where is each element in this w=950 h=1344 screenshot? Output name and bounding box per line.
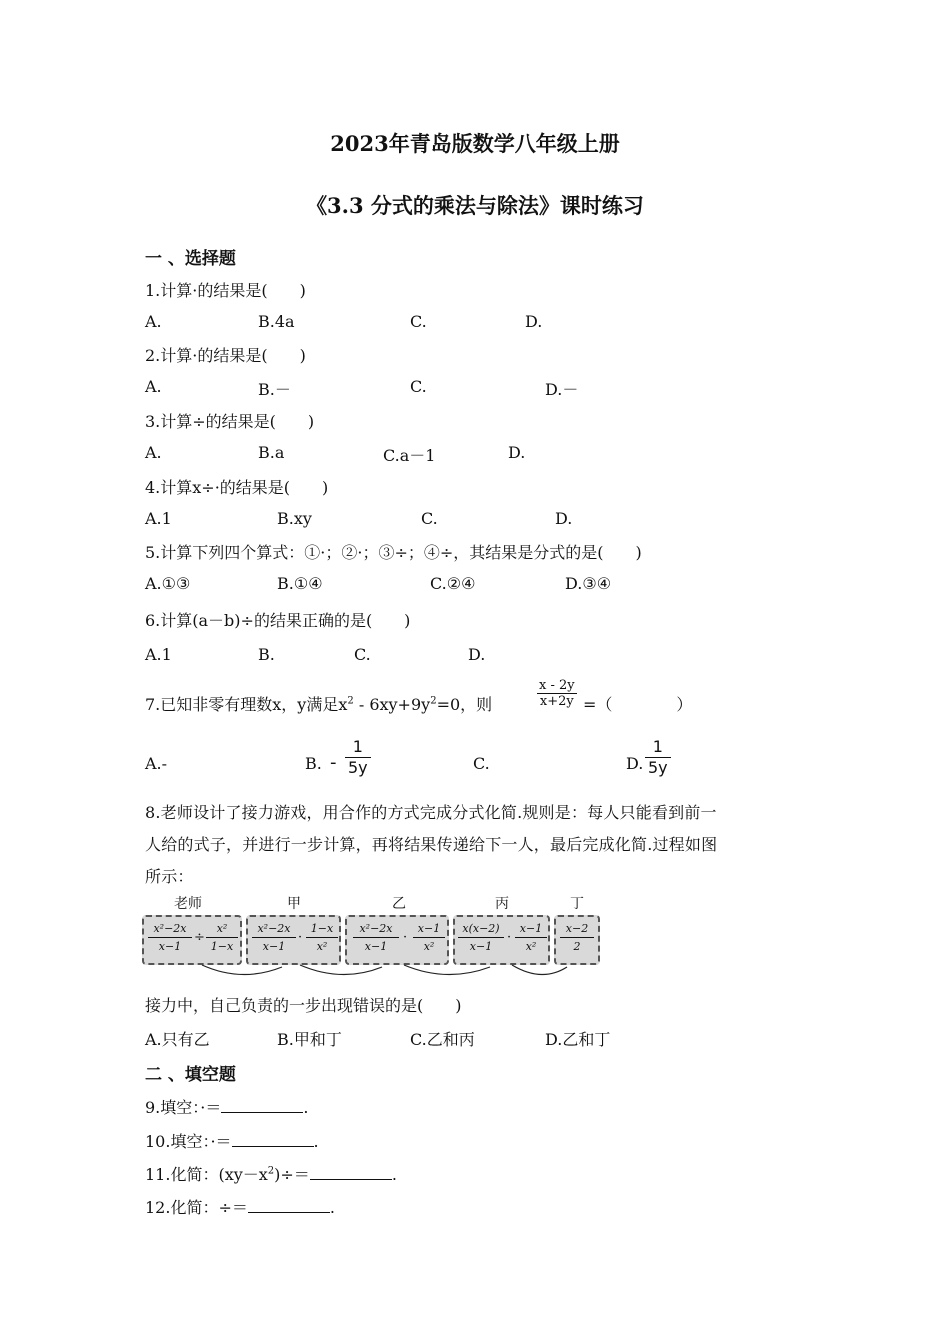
q7-option-d: D. — [626, 754, 644, 773]
q3-option-a: A. — [145, 443, 162, 462]
q4-option-d: D. — [555, 509, 573, 528]
relay-label-ding: 丁 — [570, 896, 584, 912]
q4-option-b: B.xy — [277, 509, 312, 528]
q7-option-b-fraction: $\frac{1}{5y}$ — [345, 737, 371, 778]
question-9: 9.填空：·＝ . — [145, 1098, 309, 1117]
q9-blank[interactable] — [221, 1098, 303, 1113]
question-5: 5.计算下列四个算式：①·；②·；③÷；④÷，其结果是分式的是( ) — [145, 543, 642, 562]
relay-box-ding: x−2 2 — [554, 915, 600, 965]
q4-option-c: C. — [421, 509, 438, 528]
q7-fraction: $\frac{x - 2y}{x+2y}$ — [539, 678, 575, 709]
q1-option-a: A. — [145, 312, 162, 331]
q12-blank[interactable] — [248, 1198, 330, 1213]
q8-option-b: B.甲和丁 — [277, 1030, 342, 1049]
question-6: 6.计算(a－b)÷的结果正确的是( ) — [145, 611, 411, 630]
question-8-line-1: 8.老师设计了接力游戏，用合作的方式完成分式化简.规则是：每人只能看到前一 — [145, 803, 717, 822]
q3-option-b: B.a — [258, 443, 285, 462]
q10-blank[interactable] — [232, 1132, 314, 1147]
question-8-line-2: 人给的式子，并进行一步计算，再将结果传递给下一人，最后完成化简.过程如图 — [145, 835, 718, 854]
q2-option-a: A. — [145, 377, 162, 396]
q1-option-b: B.4a — [258, 312, 295, 331]
q4-option-a: A.1 — [145, 509, 172, 528]
q2-option-b: B.－ — [258, 380, 291, 399]
relay-label-teacher: 老师 — [174, 896, 202, 912]
relay-arrow-2 — [300, 965, 382, 975]
question-4: 4.计算x÷·的结果是( ) — [145, 478, 329, 497]
question-12: 12.化简：÷＝ . — [145, 1198, 335, 1217]
relay-arrows — [142, 963, 602, 985]
relay-box-yi: x²−2x x−1 · x−1 x² — [345, 915, 449, 965]
question-10: 10.填空：·＝ . — [145, 1132, 319, 1151]
q11-blank[interactable] — [310, 1165, 392, 1180]
q6-option-d: D. — [468, 645, 486, 664]
question-8-prompt: 接力中，自己负责的一步出现错误的是( ) — [145, 996, 462, 1015]
q7-option-b: B. — [305, 754, 322, 773]
question-1: 1.计算·的结果是( ) — [145, 281, 306, 300]
question-2: 2.计算·的结果是( ) — [145, 346, 306, 365]
relay-diagram — [142, 893, 602, 983]
relay-box-bing: x(x−2) x−1 · x−1 x² — [453, 915, 550, 965]
q8-option-a: A.只有乙 — [145, 1030, 210, 1049]
q3-option-c: C.a－1 — [383, 446, 436, 465]
q7-option-a: A.- — [145, 754, 168, 773]
question-11: 11.化简：$(xy-x^2)\div=$ . — [145, 1165, 397, 1184]
question-7: 7.已知非零有理数x，y满足$x^2 - 6xy+9y^2=0$，则 — [145, 695, 493, 714]
q7-tail: =（ ） — [583, 695, 693, 714]
relay-arrow-3 — [404, 965, 490, 975]
q7-option-c: C. — [473, 754, 490, 773]
q1-option-d: D. — [525, 312, 543, 331]
relay-label-yi: 乙 — [392, 896, 406, 912]
q2-option-d: D.－ — [545, 380, 579, 399]
question-3: 3.计算÷的结果是( ) — [145, 412, 315, 431]
relay-label-bing: 丙 — [495, 896, 509, 912]
section-choice-heading: 一 、选择题 — [145, 249, 236, 269]
q6-option-a: A.1 — [145, 645, 172, 664]
q5-option-c: C.②④ — [430, 574, 476, 593]
q6-option-c: C. — [354, 645, 371, 664]
q6-option-b: B. — [258, 645, 275, 664]
q7-option-b-sign: - — [330, 752, 337, 773]
relay-label-jia: 甲 — [287, 896, 301, 912]
q5-option-b: B.①④ — [277, 574, 323, 593]
q1-option-c: C. — [410, 312, 427, 331]
relay-arrow-4 — [512, 965, 567, 975]
relay-box-teacher: x²−2x x−1 ÷ x² 1−x — [142, 915, 242, 965]
q2-option-c: C. — [410, 377, 427, 396]
page-subtitle: 《3.3 分式的乘法与除法》课时练习 — [306, 193, 644, 218]
page-title: 2023年青岛版数学八年级上册 — [330, 131, 620, 156]
q3-option-d: D. — [508, 443, 526, 462]
q7-option-d-fraction: $\frac{1}{5y}$ — [645, 737, 671, 778]
section-fill-heading: 二 、填空题 — [145, 1065, 236, 1085]
q8-option-c: C.乙和丙 — [410, 1030, 475, 1049]
question-8-line-3: 所示： — [145, 867, 194, 886]
relay-arrow-1 — [202, 965, 282, 975]
q5-option-d: D.③④ — [565, 574, 612, 593]
q5-option-a: A.①③ — [145, 574, 191, 593]
q8-option-d: D.乙和丁 — [545, 1030, 611, 1049]
relay-box-jia: x²−2x x−1 · 1−x x² — [246, 915, 341, 965]
